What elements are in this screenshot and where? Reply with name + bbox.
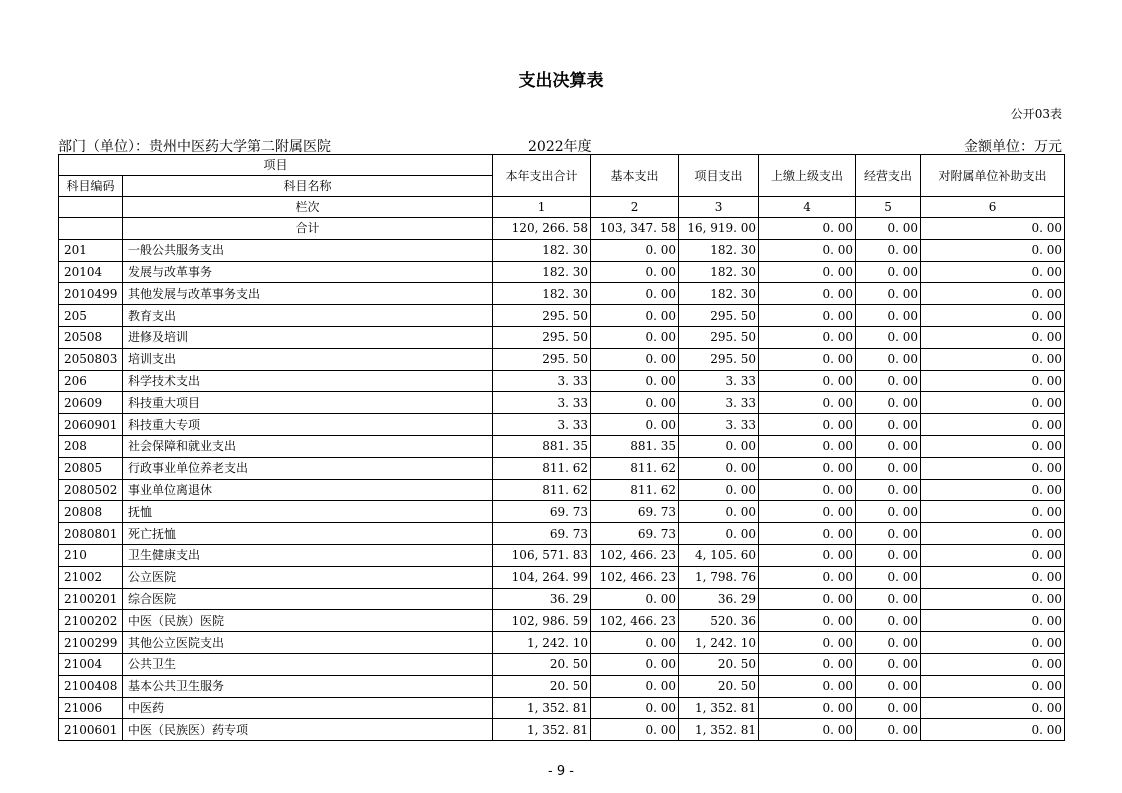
amount-cell: 0. 00 [921,632,1065,654]
subject-code-cell: 20609 [59,392,123,414]
table-row [59,239,1065,261]
amount-cell: 3. 33 [679,370,759,392]
amount-cell: 0. 00 [759,566,856,588]
amount-cell: 0. 00 [921,370,1065,392]
amount-cell: 0. 00 [921,414,1065,436]
subject-code-cell: 2010499 [59,283,123,305]
table-row [59,719,1065,741]
table-row [59,261,1065,283]
amount-cell: 1, 242. 10 [493,632,591,654]
subject-name-cell: 死亡抚恤 [123,523,493,545]
amount-cell: 0. 00 [759,370,856,392]
amount-cell: 0. 00 [921,588,1065,610]
amount-cell: 3. 33 [493,392,591,414]
amount-cell: 0. 00 [856,392,921,414]
amount-cell: 0. 00 [856,610,921,632]
amount-cell: 0. 00 [591,326,679,348]
amount-cell: 0. 00 [591,697,679,719]
amount-cell: 0. 00 [759,414,856,436]
table-row [59,370,1065,392]
amount-cell: 16, 919. 00 [679,218,759,240]
header-total-expenditure: 本年支出合计 [493,155,591,197]
amount-cell: 295. 50 [493,305,591,327]
amount-cell: 0. 00 [679,523,759,545]
amount-cell: 0. 00 [921,305,1065,327]
amount-cell: 1, 242. 10 [679,632,759,654]
column-number: 3 [679,197,759,218]
table-row [59,414,1065,436]
subject-code-cell: 21006 [59,697,123,719]
amount-cell: 103, 347. 58 [591,218,679,240]
table-row [59,653,1065,675]
subject-name-cell: 培训支出 [123,348,493,370]
amount-cell: 0. 00 [759,348,856,370]
amount-cell: 0. 00 [591,653,679,675]
amount-cell: 0. 00 [759,218,856,240]
amount-cell: 0. 00 [679,457,759,479]
subject-code-cell: 208 [59,435,123,457]
header-row-label: 栏次 [123,197,493,218]
amount-cell: 182. 30 [493,283,591,305]
subject-name-cell: 发展与改革事务 [123,261,493,283]
amount-cell: 0. 00 [856,523,921,545]
amount-cell: 0. 00 [856,719,921,741]
subject-code-cell: 2100408 [59,675,123,697]
subject-name-cell: 中医药 [123,697,493,719]
subject-code-cell: 201 [59,239,123,261]
amount-cell: 1, 352. 81 [493,719,591,741]
subject-name-cell: 中医（民族）医院 [123,610,493,632]
table-row [59,305,1065,327]
table-row [59,523,1065,545]
amount-cell: 0. 00 [591,414,679,436]
subject-name-cell: 其他发展与改革事务支出 [123,283,493,305]
amount-cell: 0. 00 [591,283,679,305]
subject-name-cell: 进修及培训 [123,326,493,348]
amount-cell: 0. 00 [856,218,921,240]
subject-code-cell: 210 [59,544,123,566]
table-row [59,675,1065,697]
subject-code-cell: 205 [59,305,123,327]
amount-cell: 102, 466. 23 [591,610,679,632]
amount-cell: 104, 264. 99 [493,566,591,588]
subject-name-cell: 行政事业单位养老支出 [123,457,493,479]
amount-cell: 0. 00 [759,632,856,654]
amount-cell: 0. 00 [856,326,921,348]
subject-name-cell: 卫生健康支出 [123,544,493,566]
amount-cell: 295. 50 [493,348,591,370]
amount-cell: 182. 30 [679,283,759,305]
amount-cell: 0. 00 [679,435,759,457]
subject-name-cell: 公立医院 [123,566,493,588]
subject-code-cell: 2080502 [59,479,123,501]
amount-cell: 1, 352. 81 [679,719,759,741]
amount-cell: 0. 00 [759,392,856,414]
table-row [59,283,1065,305]
subject-code-cell: 2100601 [59,719,123,741]
amount-cell: 0. 00 [591,370,679,392]
amount-cell: 4, 105. 60 [679,544,759,566]
amount-cell: 182. 30 [493,261,591,283]
amount-cell: 3. 33 [493,370,591,392]
subject-code-cell: 2100201 [59,588,123,610]
table-row [59,392,1065,414]
header-subsidiary-subsidy: 对附属单位补助支出 [921,155,1065,197]
expenditure-table [58,154,1065,741]
subject-name-cell: 中医（民族医）药专项 [123,719,493,741]
header-project-expenditure: 项目支出 [679,155,759,197]
subject-code-cell: 206 [59,370,123,392]
amount-cell: 0. 00 [921,544,1065,566]
amount-cell: 811. 62 [591,479,679,501]
amount-cell: 0. 00 [921,261,1065,283]
amount-cell: 0. 00 [856,457,921,479]
subject-name-cell: 其他公立医院支出 [123,632,493,654]
amount-cell: 0. 00 [921,610,1065,632]
amount-cell: 1, 352. 81 [493,697,591,719]
amount-cell: 0. 00 [856,283,921,305]
amount-cell: 20. 50 [493,653,591,675]
amount-cell: 3. 33 [679,414,759,436]
amount-cell: 182. 30 [679,239,759,261]
amount-cell: 295. 50 [679,326,759,348]
amount-cell: 295. 50 [493,326,591,348]
amount-cell: 0. 00 [856,675,921,697]
amount-cell: 0. 00 [856,370,921,392]
amount-cell: 0. 00 [856,653,921,675]
amount-cell: 0. 00 [759,435,856,457]
subject-code-cell: 2060901 [59,414,123,436]
amount-cell: 0. 00 [759,675,856,697]
amount-cell: 0. 00 [921,675,1065,697]
table-row [59,632,1065,654]
subject-code-cell: 2100202 [59,610,123,632]
table-row [59,326,1065,348]
amount-cell: 0. 00 [921,566,1065,588]
header-code: 科目编码 [59,176,123,197]
subject-name-cell: 合计 [123,218,493,240]
amount-cell: 0. 00 [921,326,1065,348]
table-row [59,610,1065,632]
amount-cell: 36. 29 [679,588,759,610]
amount-cell: 0. 00 [856,348,921,370]
subject-name-cell: 科技重大项目 [123,392,493,414]
amount-cell: 0. 00 [856,435,921,457]
subject-name-cell: 社会保障和就业支出 [123,435,493,457]
page-title: 支出决算表 [518,71,604,91]
amount-cell: 881. 35 [591,435,679,457]
subject-code-cell: 21004 [59,653,123,675]
subject-code-cell: 20808 [59,501,123,523]
amount-cell: 0. 00 [591,305,679,327]
subject-code-cell: 2100299 [59,632,123,654]
header-remit-superior: 上缴上级支出 [759,155,856,197]
subject-code-cell: 20805 [59,457,123,479]
amount-cell: 295. 50 [679,305,759,327]
amount-cell: 0. 00 [759,326,856,348]
amount-cell: 0. 00 [591,675,679,697]
amount-cell: 0. 00 [856,566,921,588]
amount-cell: 69. 73 [591,501,679,523]
subject-code-cell [59,218,123,240]
amount-cell: 0. 00 [591,261,679,283]
department-label: 部门（单位）：贵州中医药大学第二附属医院 [58,139,331,155]
header-name: 科目名称 [123,176,493,197]
form-number: 公开03表 [1010,107,1062,121]
amount-cell: 0. 00 [856,697,921,719]
amount-cell: 0. 00 [759,261,856,283]
amount-cell: 0. 00 [921,457,1065,479]
table-row [59,348,1065,370]
amount-cell: 0. 00 [921,653,1065,675]
amount-cell: 0. 00 [759,457,856,479]
amount-cell: 0. 00 [921,523,1065,545]
amount-cell: 3. 33 [493,414,591,436]
amount-cell: 881. 35 [493,435,591,457]
amount-cell: 36. 29 [493,588,591,610]
amount-cell: 0. 00 [759,653,856,675]
amount-cell: 0. 00 [921,501,1065,523]
column-number: 6 [921,197,1065,218]
amount-cell: 811. 62 [591,457,679,479]
amount-cell: 69. 73 [591,523,679,545]
amount-cell: 295. 50 [679,348,759,370]
table-row [59,697,1065,719]
amount-cell: 102, 466. 23 [591,544,679,566]
amount-cell: 0. 00 [759,610,856,632]
amount-cell: 102, 986. 59 [493,610,591,632]
amount-cell: 0. 00 [856,261,921,283]
column-number: 5 [856,197,921,218]
amount-cell: 0. 00 [921,218,1065,240]
subject-code-cell: 20508 [59,326,123,348]
table-row [59,457,1065,479]
amount-cell: 0. 00 [759,305,856,327]
amount-cell: 0. 00 [856,632,921,654]
amount-cell: 0. 00 [759,544,856,566]
amount-cell: 0. 00 [921,348,1065,370]
amount-cell: 811. 62 [493,457,591,479]
amount-cell: 0. 00 [759,588,856,610]
total-row [59,218,1065,240]
amount-cell: 3. 33 [679,392,759,414]
subject-name-cell: 教育支出 [123,305,493,327]
amount-cell: 0. 00 [759,697,856,719]
amount-cell: 0. 00 [921,239,1065,261]
amount-cell: 0. 00 [856,479,921,501]
table-row [59,544,1065,566]
fiscal-year-label: 2022年度 [528,139,592,155]
amount-cell: 0. 00 [591,632,679,654]
amount-cell: 1, 798. 76 [679,566,759,588]
amount-cell: 0. 00 [759,501,856,523]
subject-code-cell: 20104 [59,261,123,283]
amount-cell: 0. 00 [856,414,921,436]
amount-cell: 0. 00 [856,588,921,610]
subject-code-cell: 2050803 [59,348,123,370]
amount-cell: 0. 00 [921,697,1065,719]
amount-cell: 0. 00 [591,588,679,610]
amount-cell: 0. 00 [921,283,1065,305]
page-number: - 9 - [548,764,574,779]
amount-cell: 0. 00 [591,239,679,261]
column-number: 4 [759,197,856,218]
subject-name-cell: 事业单位离退休 [123,479,493,501]
amount-cell: 0. 00 [921,435,1065,457]
header-item: 项目 [59,155,493,176]
amount-cell: 69. 73 [493,501,591,523]
header-blank [59,197,123,218]
amount-cell: 182. 30 [679,261,759,283]
amount-cell: 0. 00 [921,392,1065,414]
subject-name-cell: 科学技术支出 [123,370,493,392]
amount-cell: 20. 50 [679,675,759,697]
table-row [59,588,1065,610]
column-number: 2 [591,197,679,218]
amount-cell: 0. 00 [921,479,1065,501]
subject-code-cell: 21002 [59,566,123,588]
table-row [59,566,1065,588]
amount-cell: 0. 00 [759,239,856,261]
amount-cell: 0. 00 [856,305,921,327]
subject-name-cell: 一般公共服务支出 [123,239,493,261]
subject-name-cell: 科技重大专项 [123,414,493,436]
amount-cell: 0. 00 [679,479,759,501]
amount-cell: 0. 00 [591,719,679,741]
amount-cell: 520. 36 [679,610,759,632]
amount-cell: 20. 50 [493,675,591,697]
amount-cell: 0. 00 [759,479,856,501]
amount-cell: 182. 30 [493,239,591,261]
subject-name-cell: 基本公共卫生服务 [123,675,493,697]
amount-cell: 0. 00 [759,719,856,741]
subject-name-cell: 公共卫生 [123,653,493,675]
amount-cell: 0. 00 [856,239,921,261]
header-basic-expenditure: 基本支出 [591,155,679,197]
amount-cell: 0. 00 [759,523,856,545]
amount-cell: 120, 266. 58 [493,218,591,240]
column-number: 1 [493,197,591,218]
amount-cell: 69. 73 [493,523,591,545]
amount-cell: 0. 00 [591,348,679,370]
amount-cell: 1, 352. 81 [679,697,759,719]
table-row [59,501,1065,523]
amount-cell: 102, 466. 23 [591,566,679,588]
amount-cell: 811. 62 [493,479,591,501]
amount-cell: 106, 571. 83 [493,544,591,566]
amount-cell: 20. 50 [679,653,759,675]
amount-cell: 0. 00 [591,392,679,414]
amount-cell: 0. 00 [856,501,921,523]
header-operating-expenditure: 经营支出 [856,155,921,197]
amount-cell: 0. 00 [759,283,856,305]
subject-name-cell: 抚恤 [123,501,493,523]
table-row [59,435,1065,457]
table-row [59,479,1065,501]
subject-name-cell: 综合医院 [123,588,493,610]
amount-cell: 0. 00 [921,719,1065,741]
subject-code-cell: 2080801 [59,523,123,545]
amount-cell: 0. 00 [679,501,759,523]
amount-unit-label: 金额单位：万元 [964,139,1062,155]
amount-cell: 0. 00 [856,544,921,566]
